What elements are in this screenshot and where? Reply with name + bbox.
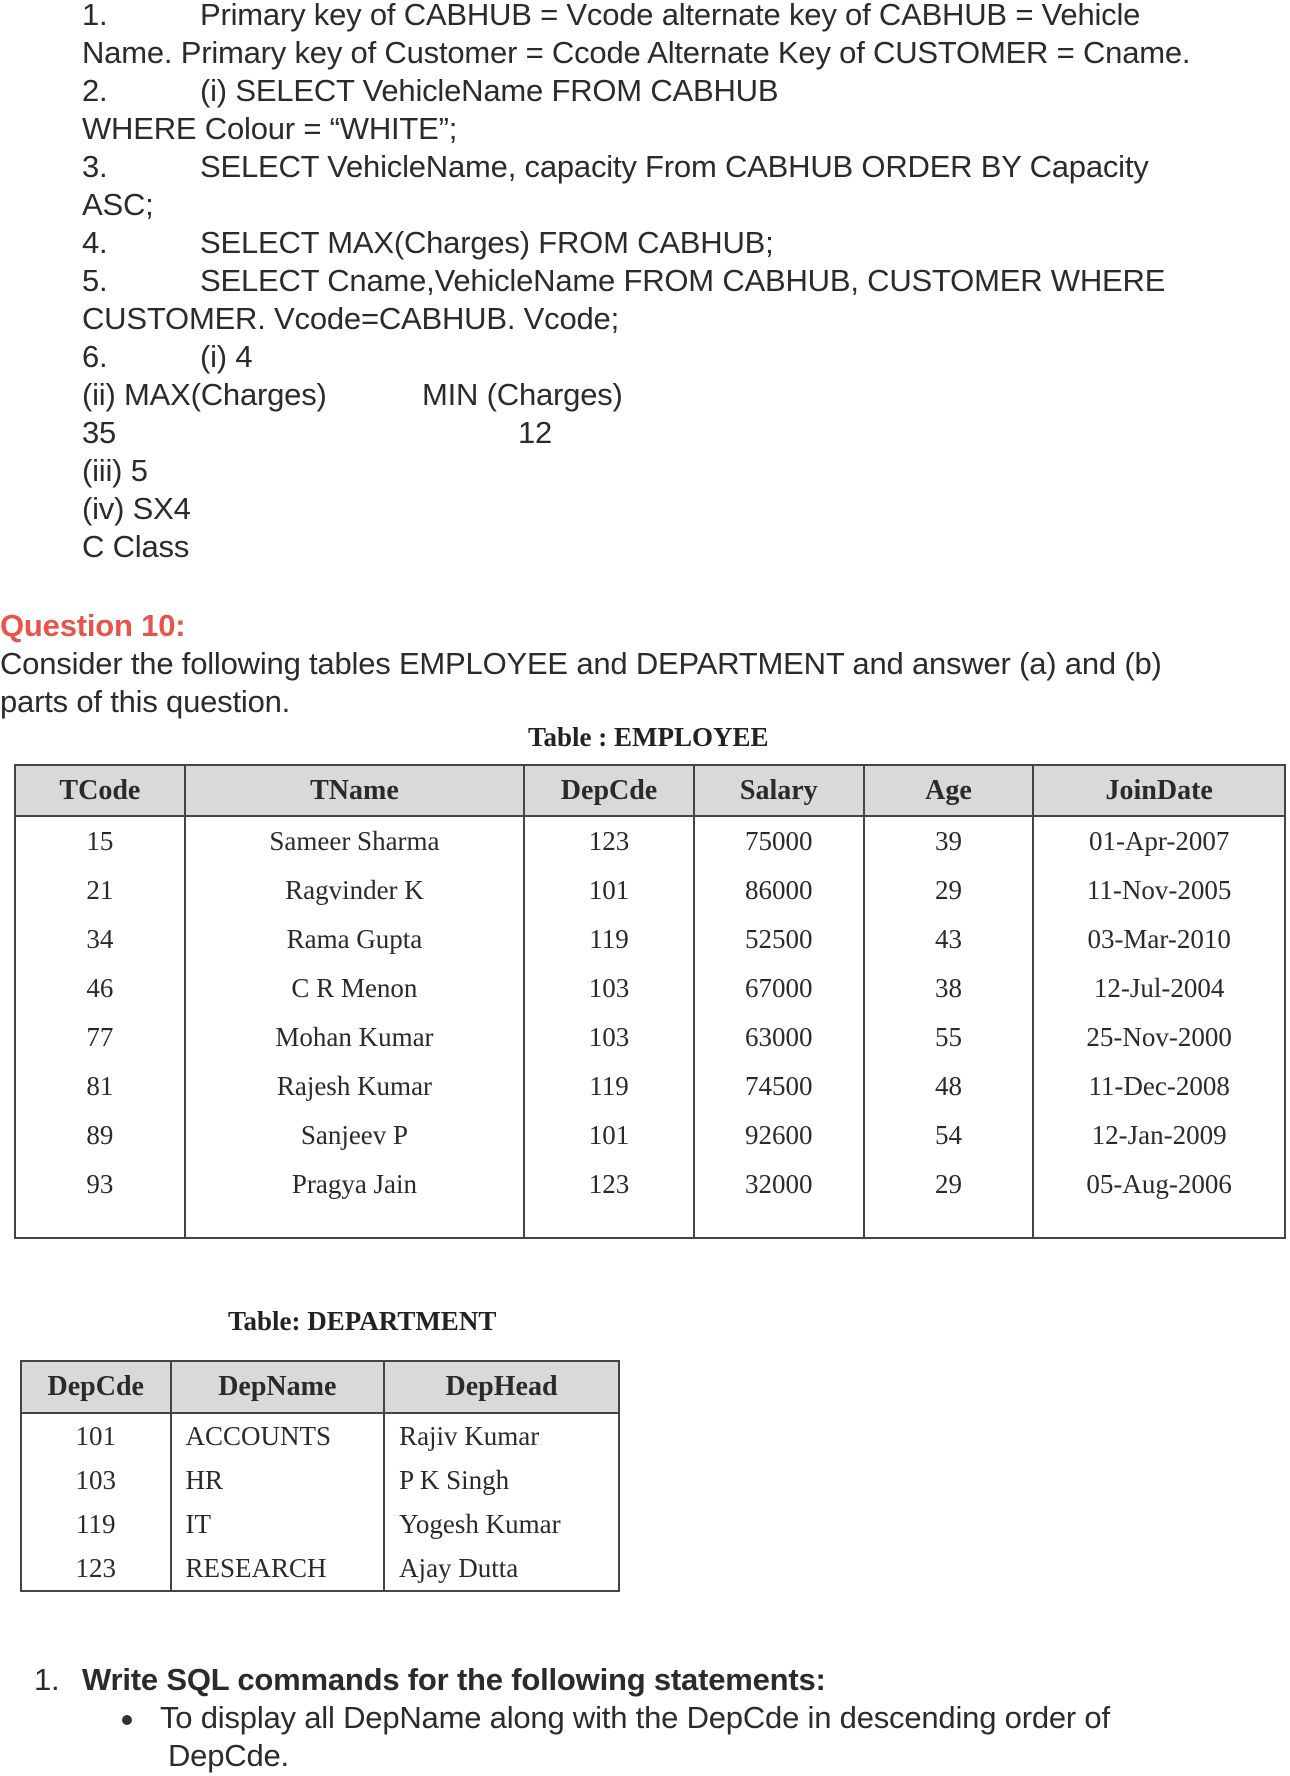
answer-6-ii-val1: 35 <box>82 415 117 450</box>
answer-5: 5. SELECT Cname,VehicleName FROM CABHUB, CUSTOMER WHERE <box>82 263 1166 298</box>
cell: C R Menon <box>185 964 524 1013</box>
answer-6: 6. (i) 4 <box>82 339 253 374</box>
table-row <box>21 1502 619 1546</box>
bullet-icon <box>122 1715 132 1725</box>
employee-table-caption: Table : EMPLOYEE <box>528 722 769 752</box>
cell: 119 <box>524 915 694 964</box>
table-row <box>15 866 1285 915</box>
cell: 52500 <box>694 915 864 964</box>
department-table <box>20 1360 620 1592</box>
table-row <box>15 1013 1285 1062</box>
column-header: DepCde <box>21 1361 171 1413</box>
table-row <box>21 1546 619 1591</box>
column-header: TCode <box>15 765 185 816</box>
answer-6-iv-cont: C Class <box>82 529 190 564</box>
column-header: DepCde <box>524 765 694 816</box>
cell: 75000 <box>694 816 864 866</box>
table-row <box>15 1160 1285 1209</box>
cell: 63000 <box>694 1013 864 1062</box>
cell: 03-Mar-2010 <box>1033 915 1285 964</box>
cell: HR <box>171 1458 385 1502</box>
cell: 123 <box>21 1546 171 1591</box>
question-intro-cont: parts of this question. <box>0 684 291 719</box>
answer-4: 4. SELECT MAX(Charges) FROM CABHUB; <box>82 225 774 260</box>
answer-1-cont: Name. Primary key of Customer = Ccode Alternate Key of CUSTOMER = Cname. <box>82 35 1191 70</box>
question-title: Question 10: <box>0 608 186 643</box>
answer-6-ii-val2: 12 <box>518 415 553 450</box>
cell: 101 <box>524 866 694 915</box>
cell: 119 <box>524 1062 694 1111</box>
answer-6-ii-label2: MIN (Charges) <box>422 377 623 412</box>
cell: 123 <box>524 1160 694 1209</box>
cell: Sanjeev P <box>185 1111 524 1160</box>
cell: 103 <box>21 1458 171 1502</box>
column-header: Age <box>864 765 1034 816</box>
cell: 103 <box>524 964 694 1013</box>
table-row <box>15 816 1285 866</box>
cell: 55 <box>864 1013 1034 1062</box>
cell: 25-Nov-2000 <box>1033 1013 1285 1062</box>
answer-number: 2. <box>82 73 108 108</box>
cell: 54 <box>864 1111 1034 1160</box>
cell: 11-Dec-2008 <box>1033 1062 1285 1111</box>
cell: 103 <box>524 1013 694 1062</box>
table-row <box>15 1111 1285 1160</box>
cell: 34 <box>15 915 185 964</box>
table-header-row <box>15 765 1285 816</box>
cell: 48 <box>864 1062 1034 1111</box>
question-intro: Consider the following tables EMPLOYEE and DEPARTMENT and answer (a) and (b) <box>0 646 1162 681</box>
answer-number: 6. <box>82 339 108 374</box>
cell: 32000 <box>694 1160 864 1209</box>
table-row <box>21 1413 619 1458</box>
cell: 89 <box>15 1111 185 1160</box>
answer-6-iii: (iii) 5 <box>82 453 148 488</box>
task-bullet-1: To display all DepName along with the DepCde in descending order of <box>122 1699 1110 1737</box>
cell: 81 <box>15 1062 185 1111</box>
cell: 39 <box>864 816 1034 866</box>
cell: Rajiv Kumar <box>384 1413 619 1458</box>
cell: 101 <box>21 1413 171 1458</box>
answer-5-cont: CUSTOMER. Vcode=CABHUB. Vcode; <box>82 301 619 336</box>
cell: 11-Nov-2005 <box>1033 866 1285 915</box>
cell: 86000 <box>694 866 864 915</box>
cell: 67000 <box>694 964 864 1013</box>
cell: 92600 <box>694 1111 864 1160</box>
answer-3-cont: ASC; <box>82 187 154 222</box>
cell: IT <box>171 1502 385 1546</box>
cell: 123 <box>524 816 694 866</box>
column-header: DepName <box>171 1361 385 1413</box>
cell: ACCOUNTS <box>171 1413 385 1458</box>
column-header: JoinDate <box>1033 765 1285 816</box>
answer-6-ii-label: (ii) MAX(Charges) <box>82 377 327 412</box>
answer-1: 1. Primary key of CABHUB = Vcode alternate key of CABHUB = Vehicle <box>82 0 1140 34</box>
answer-number: 5. <box>82 263 108 298</box>
column-header: DepHead <box>384 1361 619 1413</box>
cell: Ragvinder K <box>185 866 524 915</box>
table-row <box>15 1062 1285 1111</box>
table-header-row <box>21 1361 619 1413</box>
answer-number: 1. <box>82 0 108 32</box>
answer-6-iv: (iv) SX4 <box>82 491 191 526</box>
cell: 119 <box>21 1502 171 1546</box>
cell: Ajay Dutta <box>384 1546 619 1591</box>
answer-number: 3. <box>82 149 108 184</box>
cell: 46 <box>15 964 185 1013</box>
cell: Rama Gupta <box>185 915 524 964</box>
cell: Yogesh Kumar <box>384 1502 619 1546</box>
cell: 05-Aug-2006 <box>1033 1160 1285 1209</box>
cell: 38 <box>864 964 1034 1013</box>
cell: 74500 <box>694 1062 864 1111</box>
table-row <box>15 915 1285 964</box>
cell: 77 <box>15 1013 185 1062</box>
cell: 29 <box>864 1160 1034 1209</box>
cell: 93 <box>15 1160 185 1209</box>
column-header: Salary <box>694 765 864 816</box>
task-heading: 1. Write SQL commands for the following statements: <box>34 1662 826 1697</box>
cell: Pragya Jain <box>185 1160 524 1209</box>
task-number: 1. <box>34 1662 60 1697</box>
table-row <box>21 1458 619 1502</box>
employee-table <box>14 764 1286 1239</box>
cell: Sameer Sharma <box>185 816 524 866</box>
table-padding-row <box>15 1209 1285 1238</box>
cell: Mohan Kumar <box>185 1013 524 1062</box>
task-bullet-1-cont: DepCde. <box>168 1738 289 1773</box>
answer-3: 3. SELECT VehicleName, capacity From CABHUB ORDER BY Capacity <box>82 149 1149 184</box>
column-header: TName <box>185 765 524 816</box>
answer-number: 4. <box>82 225 108 260</box>
cell: 12-Jan-2009 <box>1033 1111 1285 1160</box>
cell: 21 <box>15 866 185 915</box>
cell: RESEARCH <box>171 1546 385 1591</box>
cell: Rajesh Kumar <box>185 1062 524 1111</box>
table-row <box>15 964 1285 1013</box>
cell: P K Singh <box>384 1458 619 1502</box>
cell: 29 <box>864 866 1034 915</box>
answer-2: 2. (i) SELECT VehicleName FROM CABHUB <box>82 73 779 108</box>
cell: 01-Apr-2007 <box>1033 816 1285 866</box>
answer-2-cont: WHERE Colour = “WHITE”; <box>82 111 458 146</box>
cell: 101 <box>524 1111 694 1160</box>
cell: 43 <box>864 915 1034 964</box>
cell: 15 <box>15 816 185 866</box>
department-table-caption: Table: DEPARTMENT <box>228 1306 497 1336</box>
cell: 12-Jul-2004 <box>1033 964 1285 1013</box>
